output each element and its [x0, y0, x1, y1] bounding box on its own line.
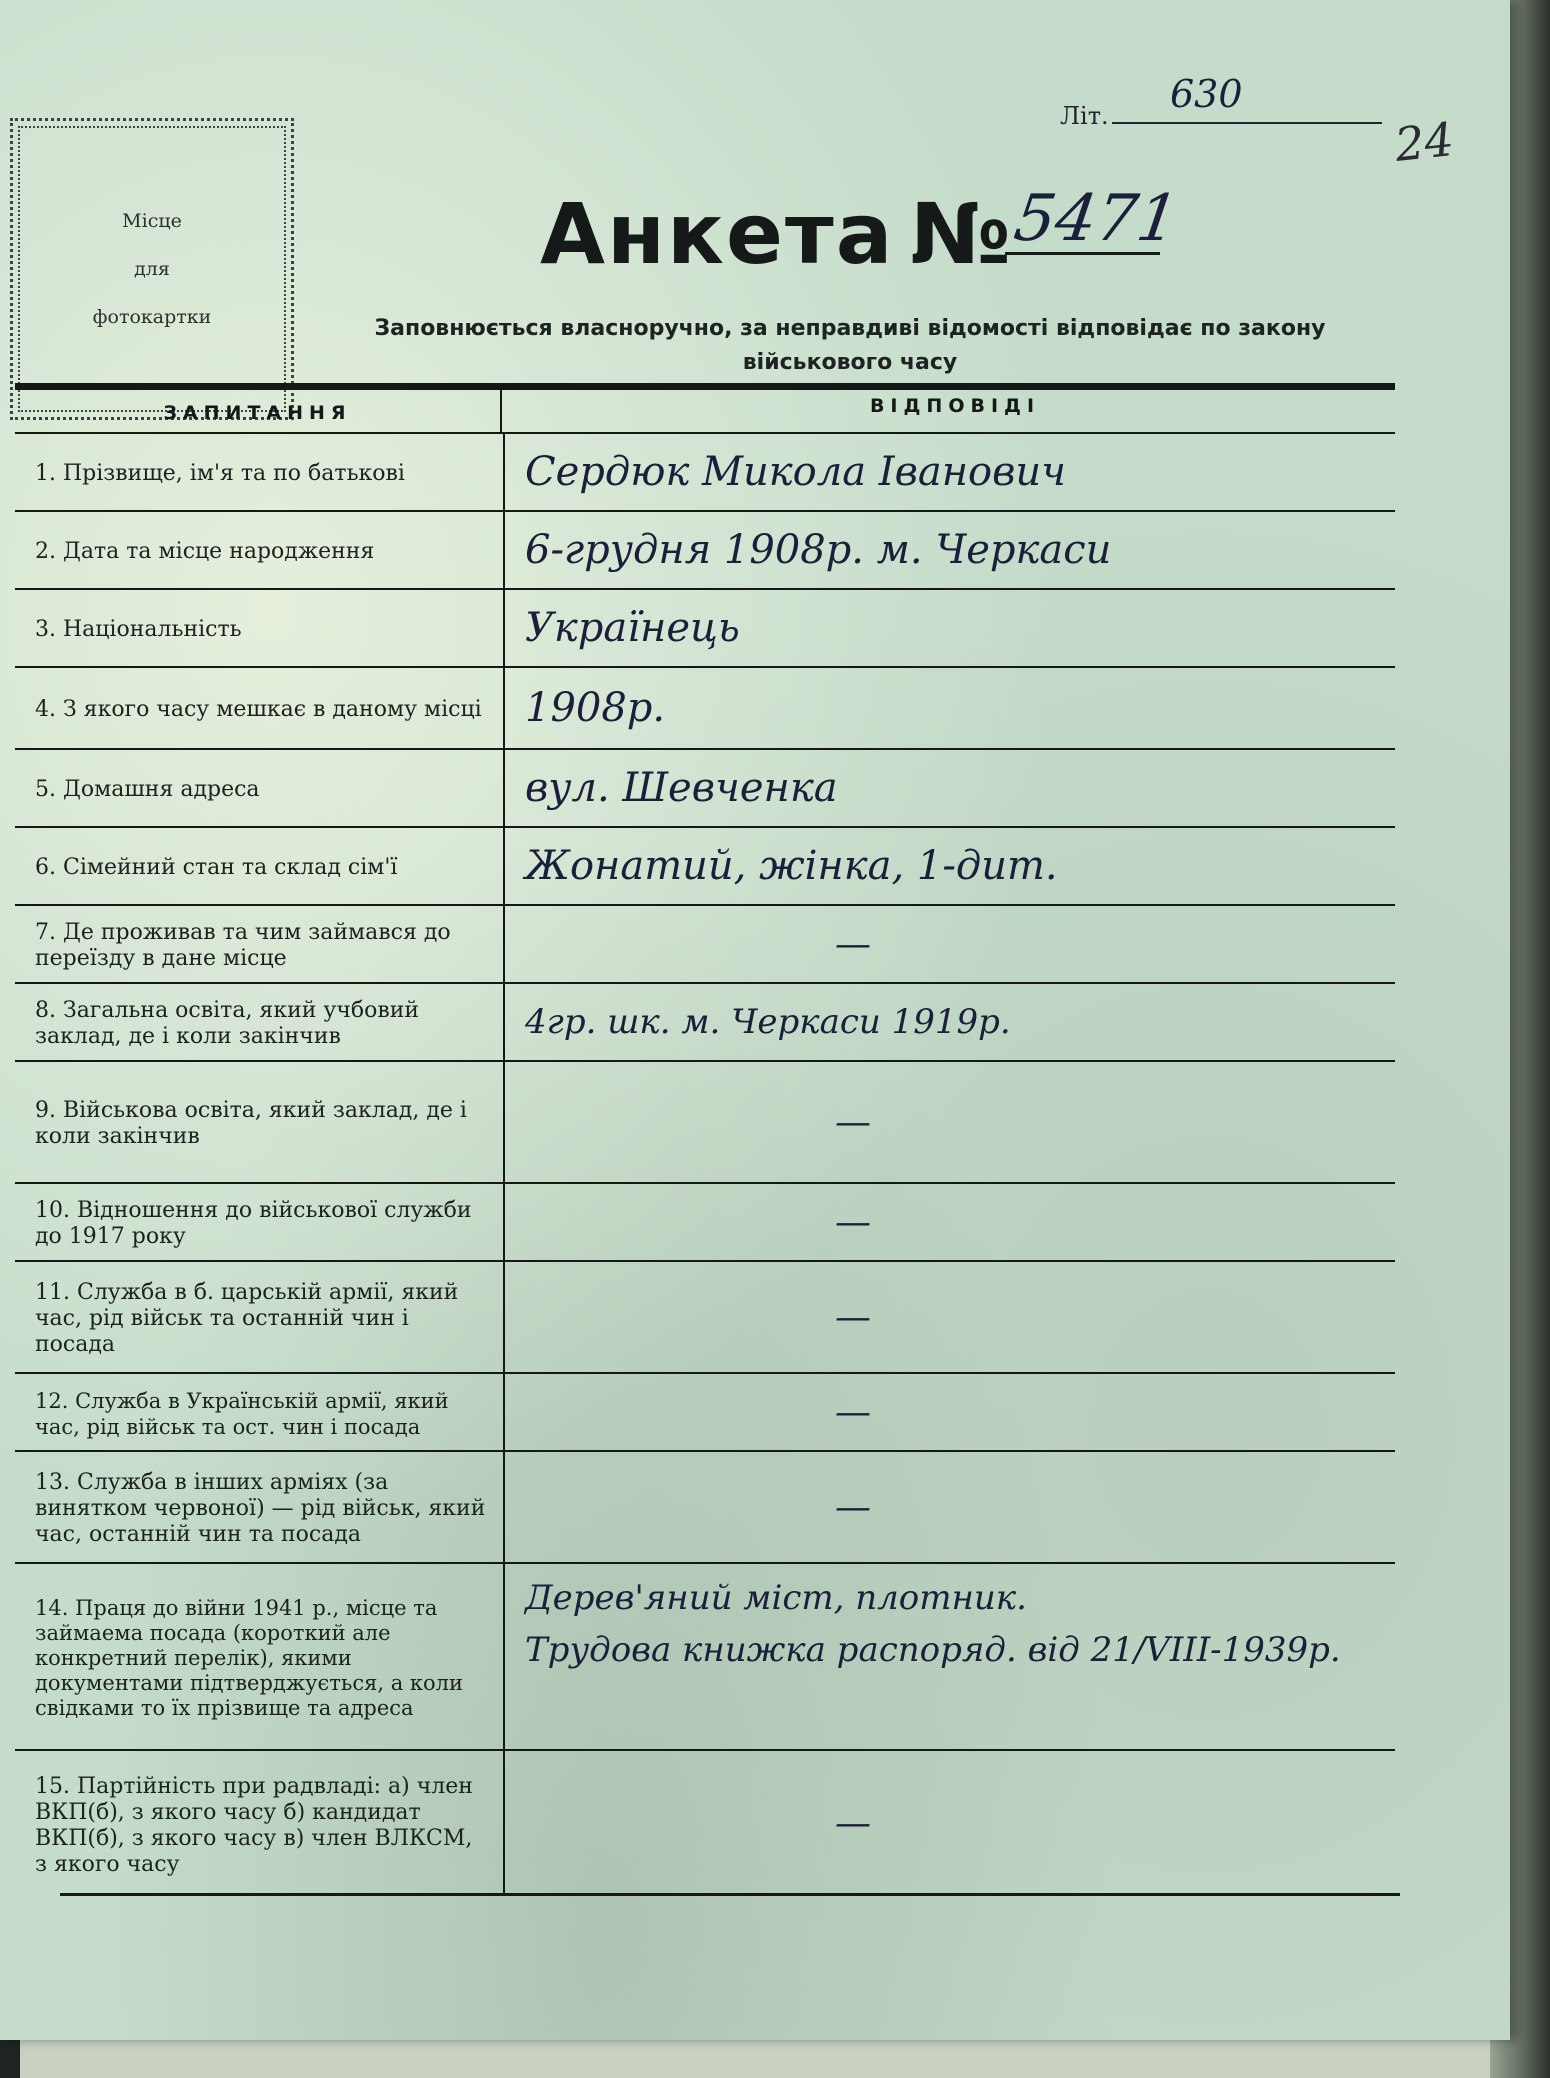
form-number: 5471 [1009, 182, 1184, 256]
form-number-line [1005, 252, 1160, 255]
col-questions-header: ЗАПИТАННЯ [163, 402, 352, 424]
question: 10. Відношення до військової служби до 1917 року [15, 1184, 505, 1260]
answer: — [835, 1486, 871, 1528]
subtitle-line-1: Заповнюється власноручно, за неправдиві відомості відповідає по закону [374, 316, 1326, 341]
answer: — [835, 1296, 871, 1338]
photo-label-line-2: для [134, 258, 170, 280]
answer: 6-грудня 1908р. м. Черкаси [525, 527, 1112, 573]
photo-label-line-3: фотокартки [92, 306, 212, 328]
question: 12. Служба в Українській армії, який час, рід військ та ост. чин і посада [15, 1374, 505, 1450]
lit-value: 630 [1170, 72, 1243, 116]
table-row [15, 1452, 1395, 1564]
page-number: 24 [1392, 112, 1457, 172]
table-row [15, 1062, 1395, 1184]
answer: Українець [525, 605, 740, 651]
table-row [15, 828, 1395, 906]
question: 7. Де проживав та чим займався до переїзду в дане місце [15, 906, 505, 982]
question: 15. Партійність при радвладі: а) член ВКП(б), з якого часу б) кандидат ВКП(б), з якого часу в) член ВЛКСМ, з якого часу [15, 1751, 505, 1896]
table-row [15, 984, 1395, 1062]
question: 14. Праця до війни 1941 р., місце та займаема посада (короткий але конкретний перелік), якими документами підтверджується, а коли свідками то їх прізвище та адреса [15, 1564, 505, 1749]
photo-placeholder [10, 118, 294, 420]
table-header [15, 390, 1395, 434]
question: 1. Прізвище, ім'я та по батькові [15, 434, 505, 510]
lit-line [1112, 122, 1382, 124]
form-title: Анкета [540, 185, 895, 283]
question: 11. Служба в б. царській армії, який час, рід військ та останній чин і посада [15, 1262, 505, 1372]
question: 5. Домашня адреса [15, 750, 505, 826]
answer: — [835, 923, 871, 965]
answer: 1908р. [525, 685, 666, 731]
question: 3. Національність [15, 590, 505, 666]
answer [525, 1564, 1385, 1749]
table-row [15, 1184, 1395, 1262]
question: 13. Служба в інших арміях (за винятком червоної) — рід військ, який час, останній чин та посада [15, 1452, 505, 1562]
table-row [15, 1262, 1395, 1374]
question: 9. Військова освіта, який заклад, де і коли закінчив [15, 1062, 505, 1182]
table-row [15, 750, 1395, 828]
answer-line-1: Дерев'яний міст, плотник. [525, 1578, 1027, 1618]
question: 2. Дата та місце народження [15, 512, 505, 588]
table-row [15, 906, 1395, 984]
table-row [15, 1751, 1395, 1896]
lit-label: Літ. [1060, 102, 1109, 130]
question: 4. З якого часу мешкає в даному місці [15, 668, 505, 748]
table-row [15, 512, 1395, 590]
answer: Сердюк Микола Іванович [525, 449, 1067, 495]
answer-line-2: Трудова книжка распоряд. від 21/VIII-1939р. [525, 1630, 1341, 1670]
table-row [15, 590, 1395, 668]
answer: вул. Шевченка [525, 765, 838, 811]
answer: — [835, 1391, 871, 1433]
table-row [15, 434, 1395, 512]
photo-label-line-1: Місце [122, 210, 182, 232]
answer: — [835, 1201, 871, 1243]
table-row [15, 1374, 1395, 1452]
col-answers-header: ВІДПОВІДІ [869, 395, 1041, 417]
subtitle [320, 312, 1380, 380]
answer: — [835, 1803, 871, 1844]
question: 8. Загальна освіта, який учбовий заклад, де і коли закінчив [15, 984, 505, 1060]
answer: Жонатий, жінка, 1-дит. [525, 843, 1058, 889]
subtitle-line-2: військового часу [742, 350, 958, 375]
header-divider [500, 390, 502, 432]
table-row [15, 1564, 1395, 1751]
number-sign: № [910, 185, 1012, 283]
questionnaire-table [15, 383, 1395, 1896]
question: 6. Сімейний стан та склад сім'ї [15, 828, 505, 904]
answer: 4гр. шк. м. Черкаси 1919р. [525, 1002, 1011, 1042]
table-row [15, 668, 1395, 750]
table-bottom-line [60, 1893, 1400, 1896]
answer: — [835, 1101, 871, 1143]
